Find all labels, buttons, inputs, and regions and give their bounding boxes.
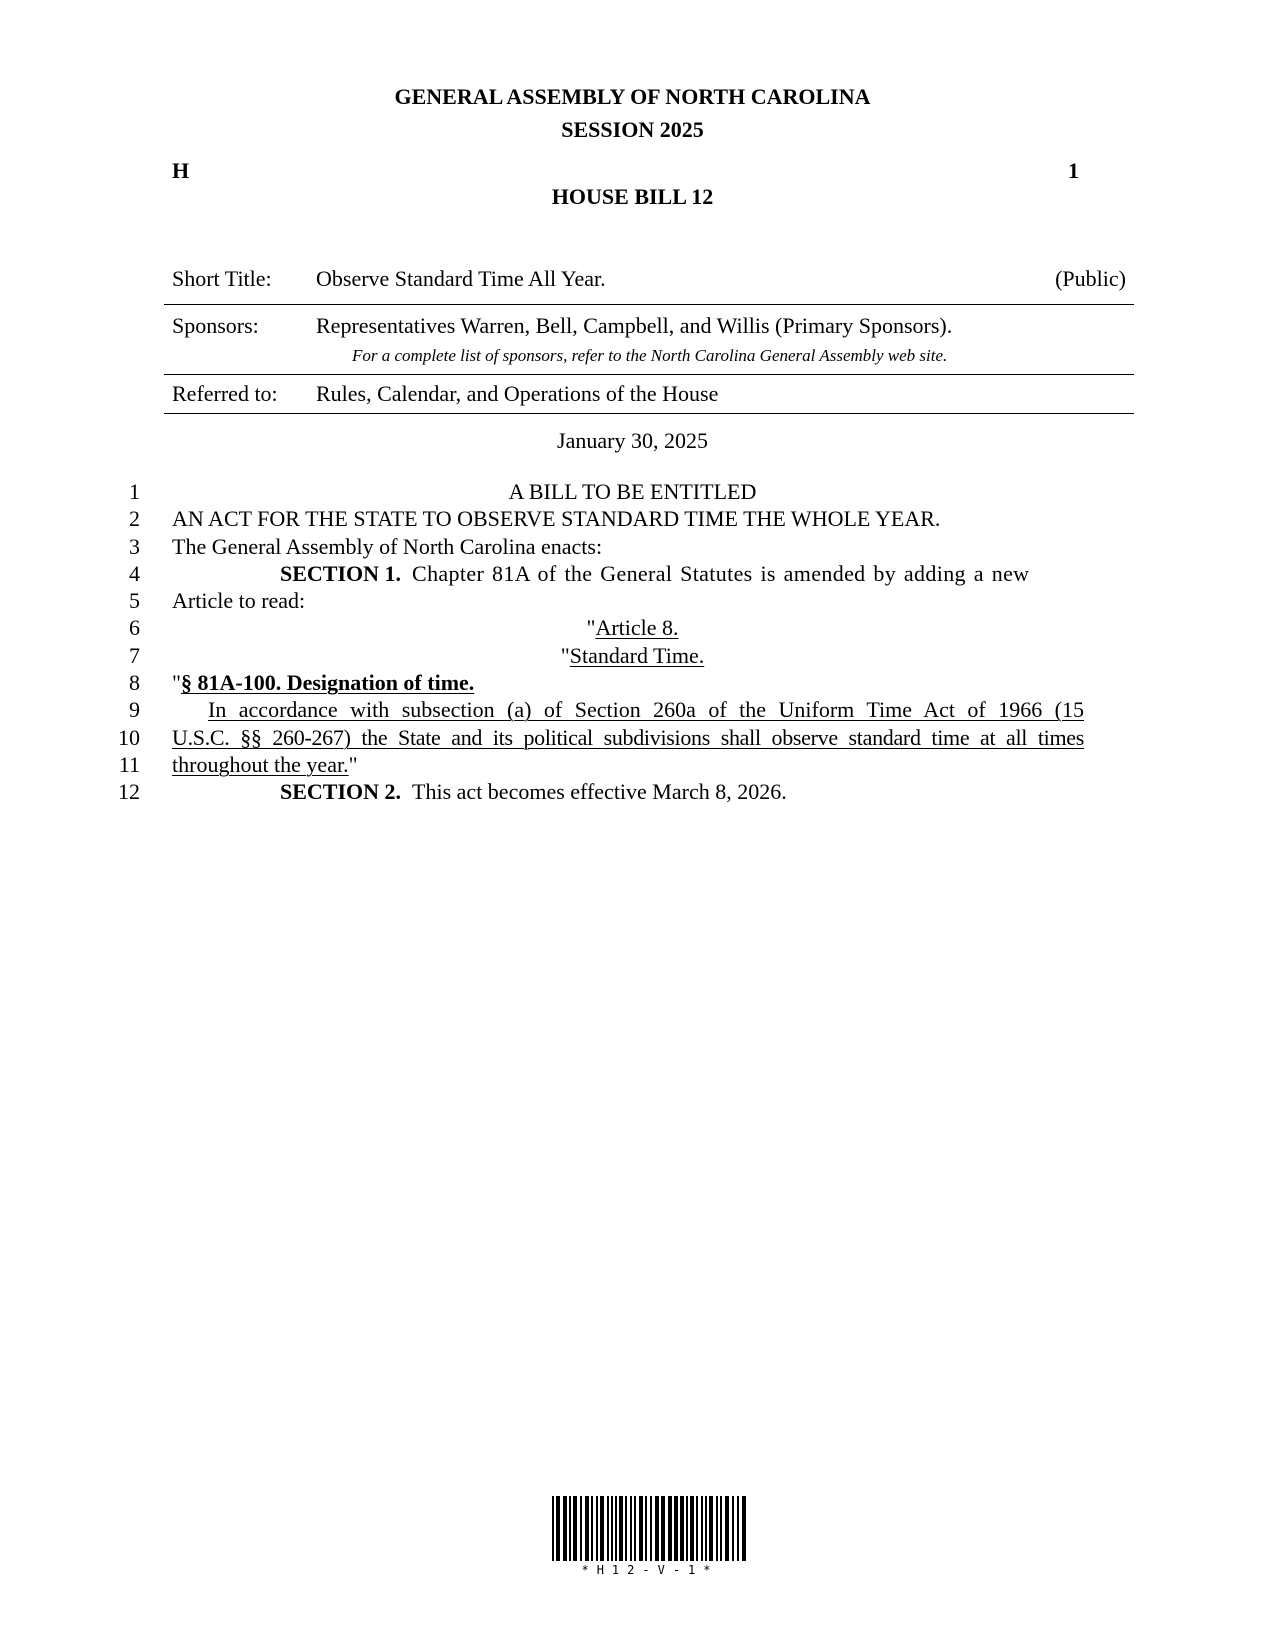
section-1-line	[280, 561, 1029, 587]
divider	[164, 374, 1134, 375]
statute-text-line: U.S.C. §§ 260-267) the State and its political subdivisions shall observe standard time at all times	[172, 725, 1084, 750]
section-1-text: Chapter 81A of the General Statutes is amended by adding a new	[412, 561, 1030, 586]
public-label: (Public)	[1055, 266, 1126, 291]
barcode	[552, 1496, 748, 1561]
enacting-clause: The General Assembly of North Carolina enacts:	[172, 534, 603, 559]
section-1-heading: SECTION 1.	[280, 561, 402, 586]
line-number: 10	[118, 725, 140, 750]
statute-heading-line	[172, 670, 474, 696]
line-number: 7	[129, 643, 140, 668]
barcode-bar	[742, 1496, 746, 1561]
sponsors-value: Representatives Warren, Bell, Campbell, and Willis (Primary Sponsors).	[316, 313, 953, 338]
statute-end-line	[172, 752, 358, 778]
line-number: 6	[129, 615, 140, 640]
line-number: 8	[129, 670, 140, 695]
referred-value: Rules, Calendar, and Operations of the House	[316, 381, 719, 406]
section-1-continuation: Article to read:	[172, 588, 306, 613]
line-number: 2	[129, 506, 140, 531]
line-number: 1	[129, 479, 140, 504]
chamber-letter: H	[172, 158, 190, 183]
barcode-text: *H12-V-1*	[581, 1563, 719, 1577]
line-number: 3	[129, 534, 140, 559]
open-quote: "	[560, 643, 570, 668]
open-quote: "	[586, 615, 596, 640]
open-quote: "	[172, 670, 181, 695]
bill-date: January 30, 2025	[557, 428, 708, 453]
line-number: 9	[129, 697, 140, 722]
statute-text-line: In accordance with subsection (a) of Section 260a of the Uniform Time Act of 1966 (15	[208, 697, 1084, 722]
section-2-text: This act becomes effective March 8, 2026.	[412, 779, 787, 804]
short-title-label: Short Title:	[172, 266, 272, 291]
version-number: 1	[1068, 158, 1079, 183]
article-title-line	[0, 643, 1265, 669]
bill-title: HOUSE BILL 12	[551, 184, 714, 209]
article-title: Standard Time.	[569, 643, 705, 668]
referred-label: Referred to:	[172, 381, 278, 406]
session-label: SESSION 2025	[561, 117, 704, 142]
sponsors-label: Sponsors:	[172, 313, 259, 338]
divider	[164, 413, 1134, 414]
line-number: 11	[118, 752, 140, 777]
statute-text: throughout the year.	[172, 752, 349, 777]
statute-heading: § 81A-100. Designation of time.	[180, 670, 475, 695]
divider	[164, 304, 1134, 305]
assembly-name: GENERAL ASSEMBLY OF NORTH CAROLINA	[394, 84, 871, 109]
section-2-heading: SECTION 2.	[280, 779, 402, 804]
article-number: Article 8.	[595, 615, 679, 640]
line-number: 5	[129, 588, 140, 613]
section-2-line	[280, 779, 787, 805]
line-number: 12	[118, 779, 140, 804]
sponsors-note: For a complete list of sponsors, refer to the North Carolina General Assembly web site.	[352, 346, 948, 365]
line-number: 4	[129, 561, 140, 586]
short-title-value: Observe Standard Time All Year.	[316, 266, 606, 291]
bill-heading: A BILL TO BE ENTITLED	[508, 479, 757, 504]
article-number-line	[0, 615, 1265, 641]
close-quote: "	[348, 752, 358, 777]
act-title: AN ACT FOR THE STATE TO OBSERVE STANDARD TIME THE WHOLE YEAR.	[172, 506, 941, 531]
